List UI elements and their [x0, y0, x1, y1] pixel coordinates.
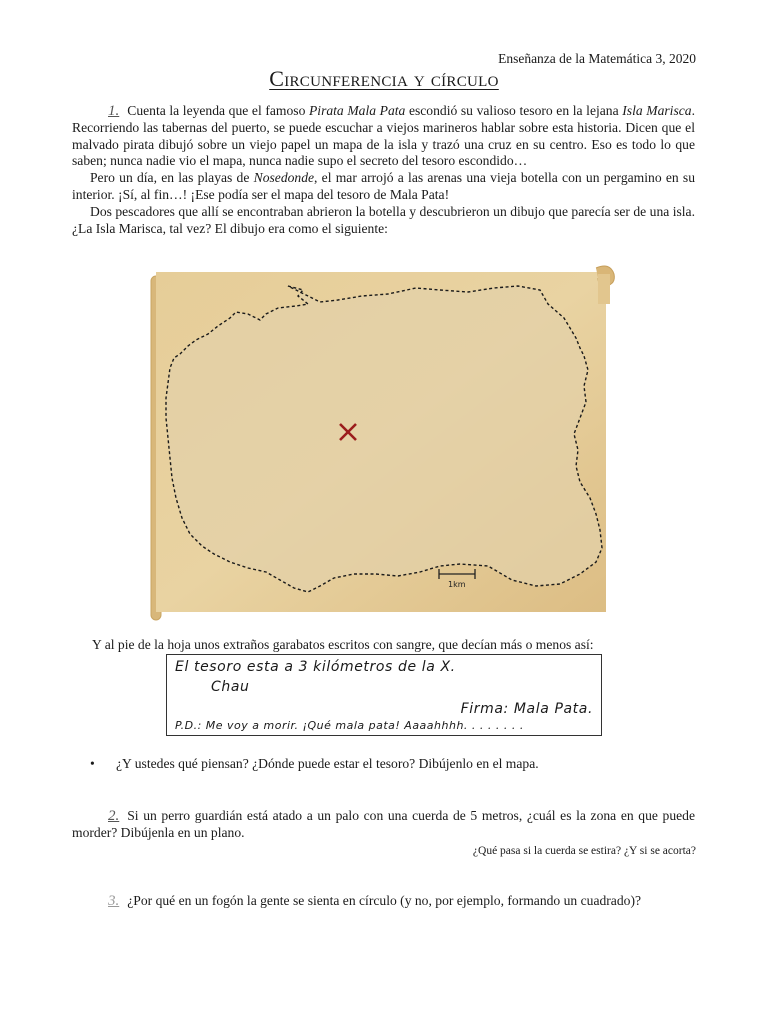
section-2-text: Si un perro guardián está atado a un palo con una cuerda de 5 metros, ¿cuál es la zona en que puede morder? Dibújenla en un plano. [72, 808, 695, 840]
p2-text-b: , el mar arrojó a las arenas una vieja botella con un pergamino en su interior. ¡Sí, al fin…! ¡Ese podía ser el mapa del tesoro de Mala Pata! [72, 170, 695, 202]
section-3-text: ¿Por qué en un fogón la gente se sienta en círculo (y no, por ejemplo, formando un cuadrado)? [127, 893, 641, 908]
section-2-number: 2. [108, 808, 120, 824]
pirate-name: Pirata Mala Pata [308, 103, 406, 118]
note-line-1: El tesoro esta a 3 kilómetros de la X. [175, 659, 456, 675]
section-1-paragraph-2 [72, 170, 695, 204]
note-postscript: P.D.: Me voy a morir. ¡Qué mala pata! Aaaahhhh. . . . . . . . [175, 719, 524, 732]
p1-text-c: . Recorriendo las tabernas del puerto, se puede escuchar a viejos marineros hablar sobre esta historia. Dicen que el malvado pirata dibujó sobre un viejo papel un mapa de la isla y trazó una cruz en su centro. Eso es todo lo que saben; nunca nadie vio el mapa, nunca nadie supo el secreto del tesoro escondido… [72, 103, 695, 169]
p2-text-a: Pero un día, en las playas de [90, 170, 254, 186]
section-3-number: 3. [108, 893, 120, 909]
page-title [0, 66, 768, 92]
p1-text-a: Cuenta la leyenda que el famoso [127, 103, 309, 118]
p1-text-b: escondió su valioso tesoro en la lejana [405, 103, 623, 118]
section-3-paragraph [72, 893, 695, 910]
section-1-paragraph-1 [72, 103, 695, 170]
note-signature: Firma: Mala Pata. [460, 701, 593, 717]
pirate-note [166, 654, 602, 736]
scale-label: 1km [448, 580, 466, 589]
island-name: Isla Marisca [622, 103, 692, 118]
section-2 [72, 808, 695, 842]
after-map-text: Y al pie de la hoja unos extraños garabatos escritos con sangre, que decían más o menos así: [92, 637, 594, 652]
scroll-right-edge [598, 274, 610, 304]
note-line-2: Chau [211, 679, 250, 695]
section-1-paragraph-3: Dos pescadores que allí se encontraban abrieron la botella y descubrieron un dibujo que parecía ser de una isla. ¿La Isla Marisca, tal vez? El dibujo era como el siguiente: [72, 203, 695, 236]
section-3 [72, 893, 695, 910]
page-title-text: Circunferencia y círculo [269, 66, 499, 91]
place-name: Nosedonde [253, 170, 315, 186]
course-header: Enseñanza de la Matemática 3, 2020 [498, 51, 696, 66]
treasure-map-svg [148, 258, 618, 622]
section-1 [72, 103, 695, 237]
section-2-aside: ¿Qué pasa si la cuerda se estira? ¿Y si se acorta? [472, 845, 696, 857]
bullet-icon: • [90, 756, 95, 771]
island-outline [166, 286, 602, 592]
treasure-map [148, 258, 618, 622]
section-1-number: 1. [108, 103, 120, 119]
bullet-text: ¿Y ustedes qué piensan? ¿Dónde puede estar el tesoro? Dibújenlo en el mapa. [116, 756, 539, 771]
section-2-paragraph [72, 808, 695, 842]
